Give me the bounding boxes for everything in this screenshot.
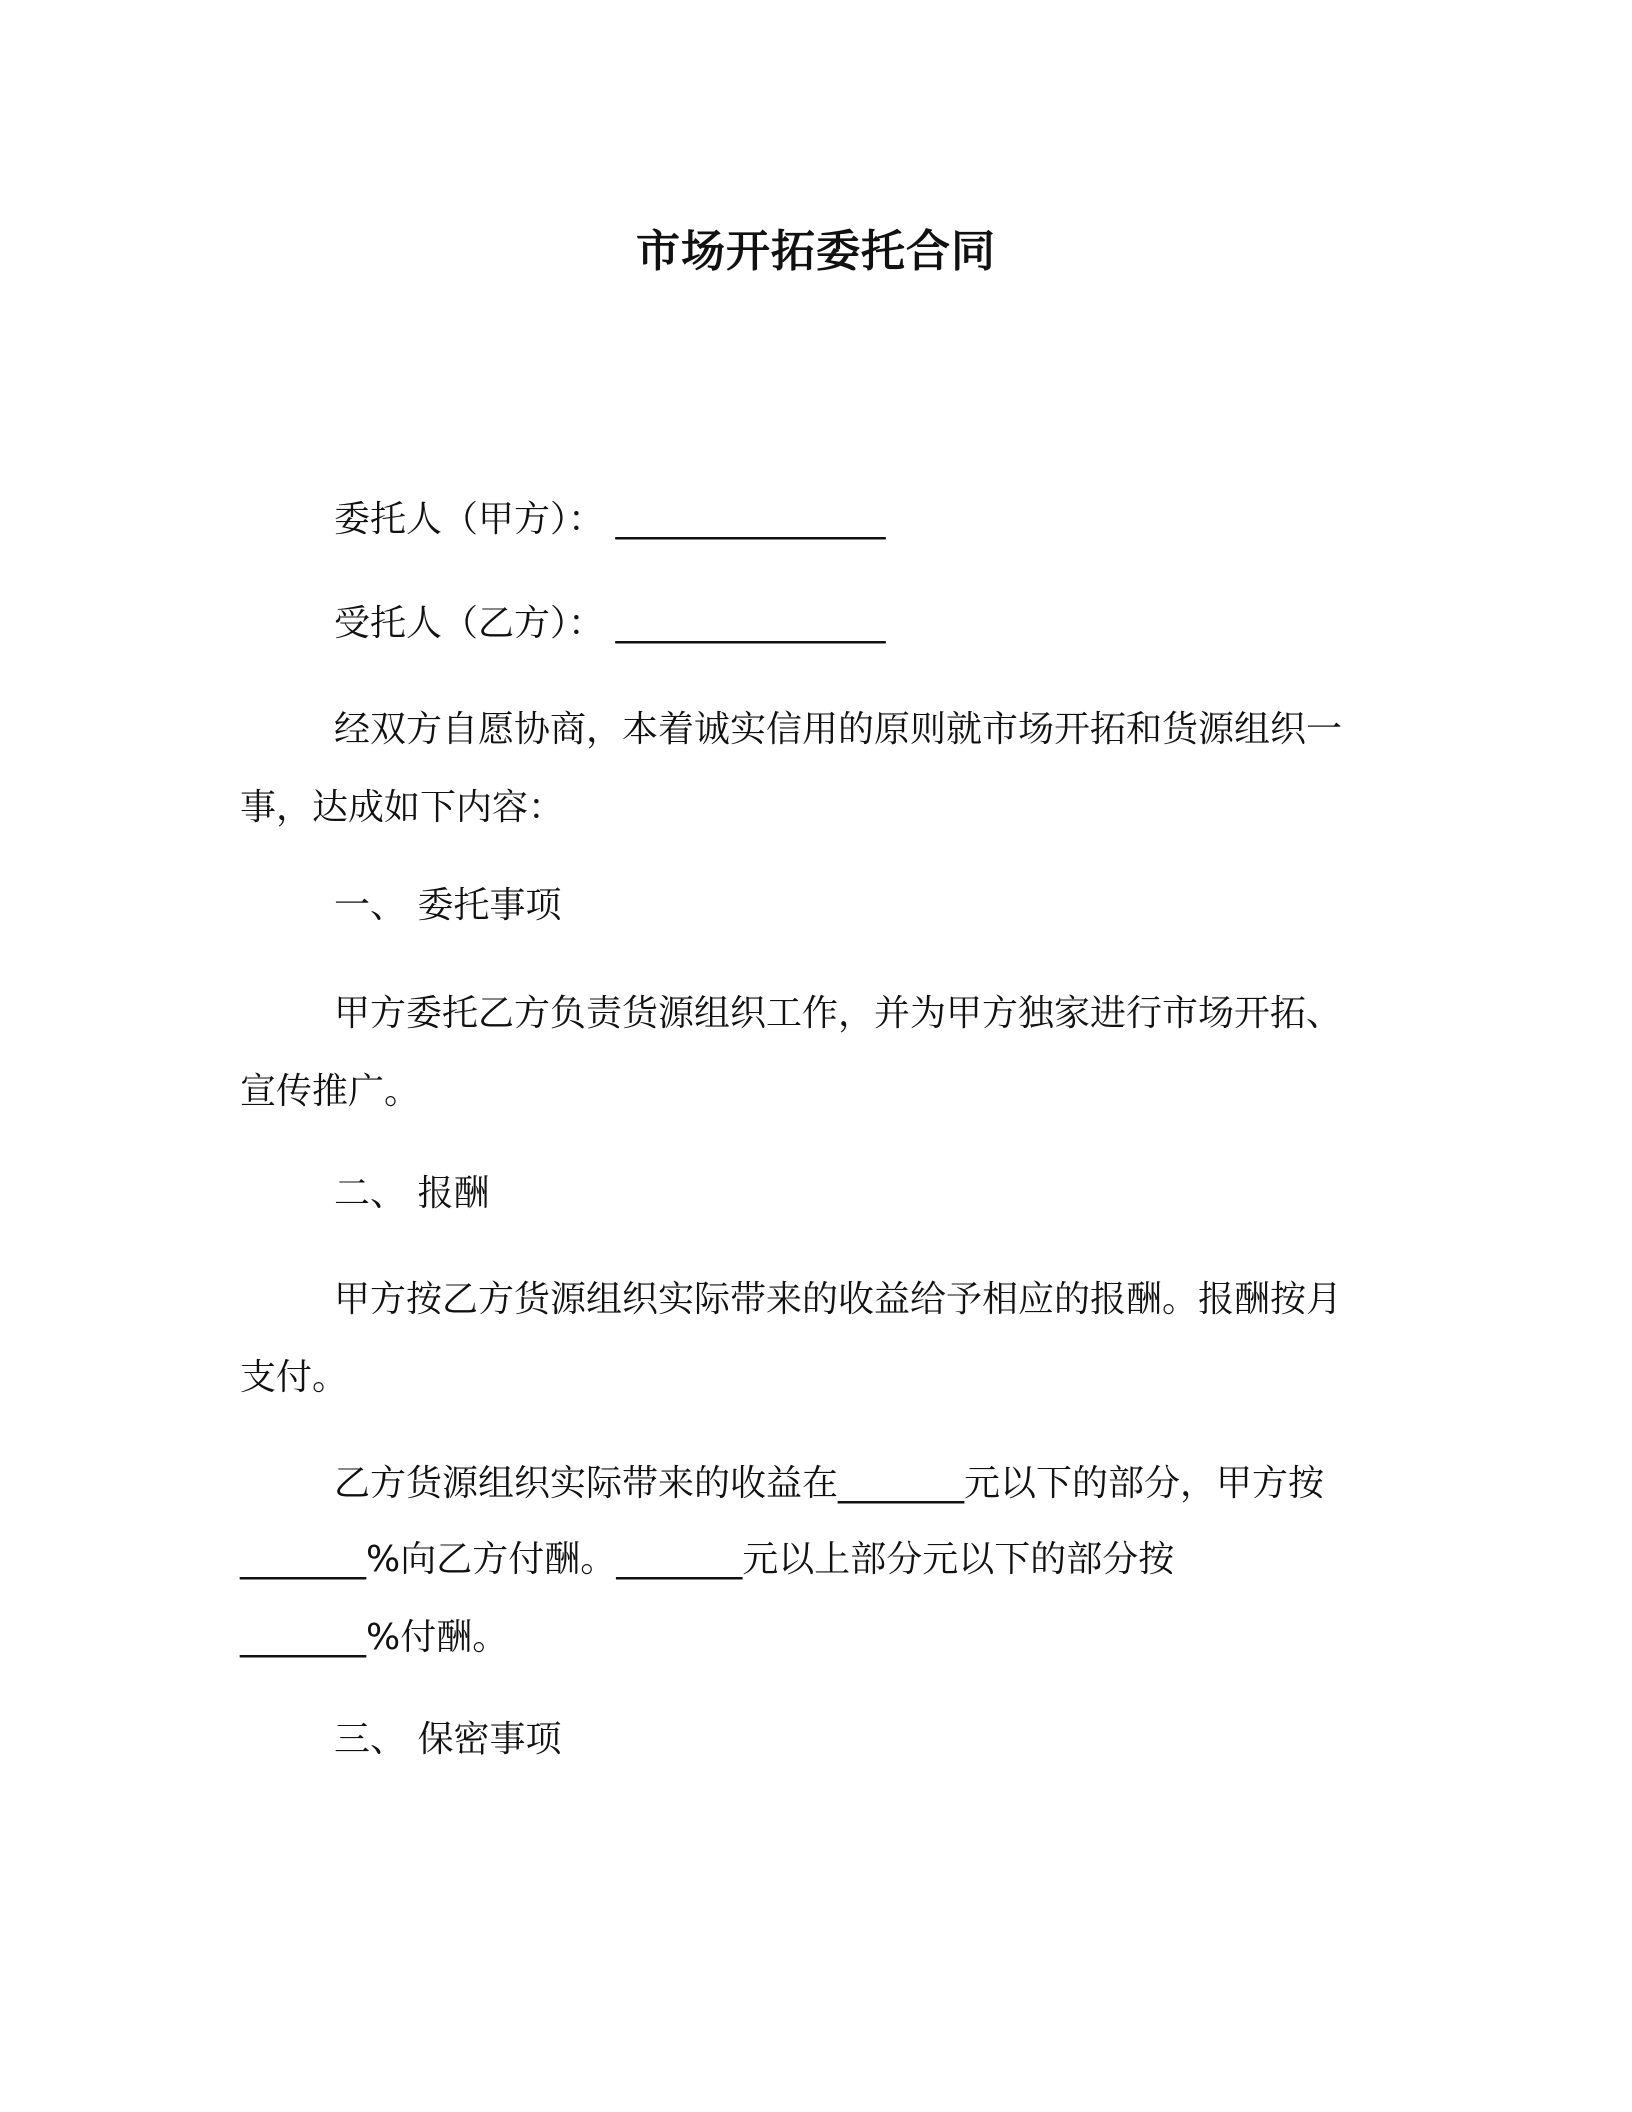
section-2-para-2-line-1: 乙方货源组织实际带来的收益在_______元以下的部分，甲方按 [334, 1463, 1325, 1504]
section-2-para-1-line-2: 支付。 [240, 1357, 349, 1398]
section-2-para-2-line-3: _______%付酬。 [240, 1617, 509, 1658]
section-1-line-1: 甲方委托乙方负责货源组织工作，并为甲方独家进行市场开拓、 [334, 993, 1343, 1034]
section-1-line-2: 宣传推广。 [240, 1071, 421, 1112]
principal-party-line: 委托人（甲方）： _______________ [334, 499, 886, 540]
section-1-heading: 一、 委托事项 [334, 885, 562, 926]
agent-party-line: 受托人（乙方）： _______________ [334, 603, 886, 644]
section-2-para-1-line-1: 甲方按乙方货源组织实际带来的收益给予相应的报酬。报酬按月 [334, 1279, 1343, 1320]
preamble-line-1: 经双方自愿协商，本着诚实信用的原则就市场开拓和货源组织一 [334, 709, 1343, 750]
section-2-heading: 二、 报酬 [334, 1173, 490, 1214]
section-3-heading: 三、 保密事项 [334, 1719, 562, 1760]
preamble-line-2: 事，达成如下内容： [240, 787, 565, 828]
page-title: 市场开拓委托合同 [636, 226, 996, 277]
section-2-para-2-line-2: _______%向乙方付酬。_______元以上部分元以下的部分按 [240, 1539, 1175, 1580]
